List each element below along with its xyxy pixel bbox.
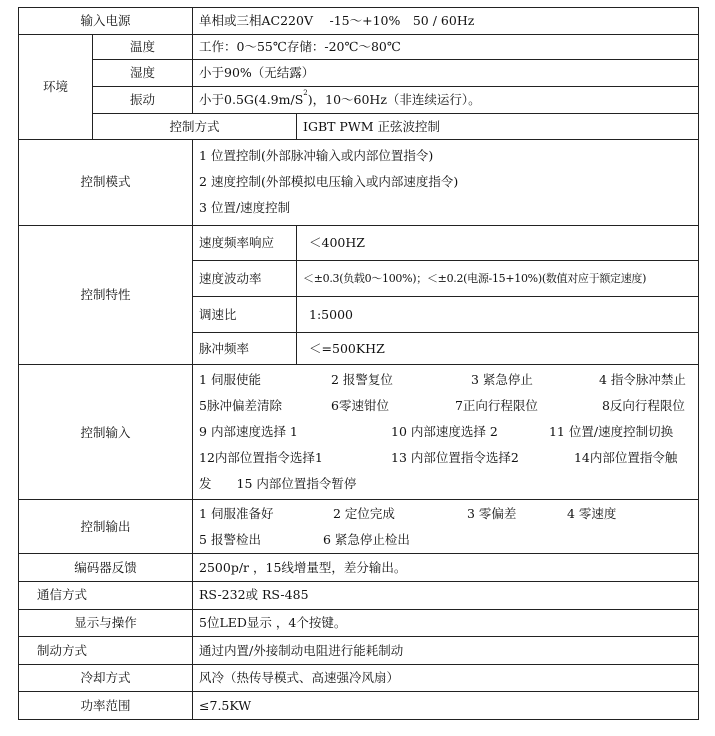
control-input-item: 14内部位置指令触 xyxy=(573,450,678,466)
vibration-text-b: )，10～60Hz（非连续运行）。 xyxy=(307,92,481,108)
encoder-value: 2500p/r ，15线增量型，差分输出。 xyxy=(193,554,699,582)
control-output-item: 3 零偏差 xyxy=(466,505,517,521)
control-output-item: 6 紧急停止检出 xyxy=(323,531,410,547)
vibration-text-a: 小于0.5G(4.9m/S xyxy=(199,92,304,108)
row-power-range xyxy=(19,692,699,720)
row-control-char-1 xyxy=(19,225,699,261)
control-input-item: 2 报警复位 xyxy=(331,372,393,388)
control-char-key: 速度频率响应 xyxy=(193,225,297,261)
control-input-value xyxy=(193,365,699,500)
control-input-item: 8反向行程限位 xyxy=(601,398,685,414)
control-input-line xyxy=(199,367,692,393)
row-cooling xyxy=(19,664,699,692)
control-input-line xyxy=(199,445,692,471)
comm-label: 通信方式 xyxy=(19,582,193,610)
control-output-item: 5 报警检出 xyxy=(199,531,261,547)
control-input-item: 3 紧急停止 xyxy=(470,372,533,388)
control-input-item: 10 内部速度选择 2 xyxy=(391,424,498,440)
control-input-item: 13 内部位置指令选择2 xyxy=(391,450,519,466)
control-char-value: 1:5000 xyxy=(297,297,699,333)
control-mode-line: 1 位置控制(外部脉冲输入或内部位置指令) xyxy=(199,148,434,164)
control-char-value: ＜=500KHZ xyxy=(297,332,699,365)
braking-value: 通过内置/外接制动电阻进行能耗制动 xyxy=(193,637,699,665)
control-output-item: 4 零速度 xyxy=(566,505,617,521)
row-control-method xyxy=(19,114,699,140)
row-control-input xyxy=(19,365,699,500)
input-power-label: 输入电源 xyxy=(19,8,193,35)
control-output-item: 1 伺服准备好 xyxy=(199,505,274,521)
display-label: 显示与操作 xyxy=(19,609,193,637)
row-env-vibration xyxy=(19,86,699,114)
control-mode-line: 2 速度控制(外部模拟电压输入或内部速度指令) xyxy=(199,174,459,190)
input-power-value: 单相或三相AC220V -15～+10% 50 / 60Hz xyxy=(193,8,699,35)
env-temp-label: 温度 xyxy=(93,34,193,60)
power-range-label: 功率范围 xyxy=(19,692,193,720)
display-value: 5位LED显示 ，4个按键。 xyxy=(193,609,699,637)
row-braking xyxy=(19,637,699,665)
vibration-superscript: 2 xyxy=(303,89,308,98)
control-output-item: 2 定位完成 xyxy=(333,505,395,521)
control-method-label: 控制方式 xyxy=(93,114,297,140)
control-input-item: 11 位置/速度控制切换 xyxy=(548,424,674,440)
row-encoder xyxy=(19,554,699,582)
spec-table xyxy=(18,7,699,720)
row-env-humidity xyxy=(19,60,699,87)
env-vibration-label: 振动 xyxy=(93,86,193,114)
control-input-item: 7正向行程限位 xyxy=(454,398,538,414)
row-comm xyxy=(19,582,699,610)
env-temp-value: 工作：0～55℃存储：-20℃～80℃ xyxy=(193,34,699,60)
row-display xyxy=(19,609,699,637)
control-input-item: 1 伺服使能 xyxy=(199,372,261,388)
row-env-temp xyxy=(19,34,699,60)
env-group-label: 环境 xyxy=(19,34,93,139)
control-input-item: 9 内部速度选择 1 xyxy=(199,424,298,440)
braking-label: 制动方式 xyxy=(19,637,193,665)
control-char-key: 速度波动率 xyxy=(193,261,297,297)
control-mode-line: 3 位置/速度控制 xyxy=(199,200,291,216)
control-input-item: 5脉冲偏差清除 xyxy=(199,398,282,414)
control-output-value xyxy=(193,500,699,554)
control-method-value: IGBT PWM 正弦波控制 xyxy=(297,114,699,140)
control-char-value: ＜±0.3(负载0～100%)；＜±0.2(电源-15+10%)(数值对应于额定速度) xyxy=(297,261,699,297)
env-humidity-label: 湿度 xyxy=(93,60,193,87)
control-output-line xyxy=(199,501,692,527)
cooling-label: 冷却方式 xyxy=(19,664,193,692)
control-input-line xyxy=(199,393,692,419)
control-char-value: ＜400HZ xyxy=(297,225,699,261)
control-mode-value xyxy=(193,139,699,225)
control-mode-label: 控制模式 xyxy=(19,139,193,225)
row-input-power xyxy=(19,8,699,35)
control-input-label: 控制输入 xyxy=(19,365,193,500)
control-char-key: 脉冲频率 xyxy=(193,332,297,365)
row-control-mode xyxy=(19,139,699,225)
control-char-label: 控制特性 xyxy=(19,225,193,365)
comm-value: RS-232或 RS-485 xyxy=(193,582,699,610)
control-input-line xyxy=(199,419,692,445)
control-input-line: 发 15 内部位置指令暂停 xyxy=(199,476,357,492)
control-char-key: 调速比 xyxy=(193,297,297,333)
control-output-label: 控制输出 xyxy=(19,500,193,554)
encoder-label: 编码器反馈 xyxy=(19,554,193,582)
control-input-item: 4 指令脉冲禁止 xyxy=(598,372,686,388)
control-input-item: 6零速钳位 xyxy=(331,398,389,414)
control-output-line xyxy=(199,527,692,553)
env-humidity-value: 小于90%（无结露） xyxy=(193,60,699,87)
env-vibration-value xyxy=(193,86,699,114)
row-control-output xyxy=(19,500,699,554)
power-range-value: ≤7.5KW xyxy=(193,692,699,720)
control-input-item: 12内部位置指令选择1 xyxy=(199,450,323,466)
cooling-value: 风冷（热传导模式、高速强冷风扇） xyxy=(193,664,699,692)
